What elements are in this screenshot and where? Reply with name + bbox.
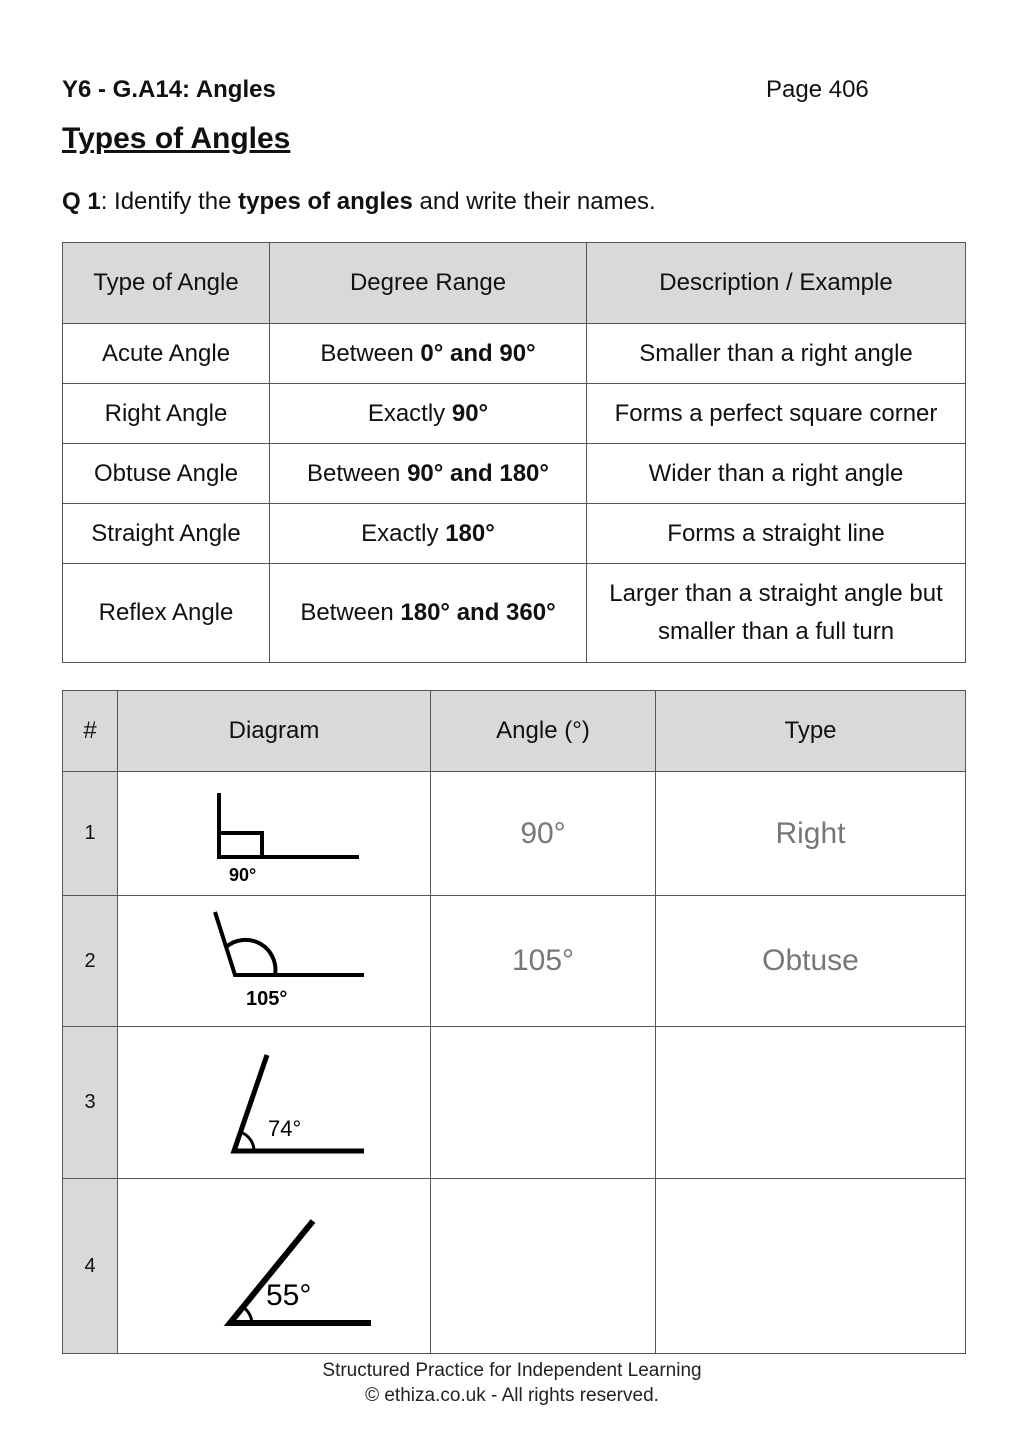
column-header: Type bbox=[656, 691, 966, 772]
angle-answer[interactable]: 105° bbox=[431, 896, 656, 1027]
column-header: Angle (°) bbox=[431, 691, 656, 772]
angle-answer[interactable] bbox=[431, 1179, 656, 1354]
diagram-angle-label: 55° bbox=[266, 1279, 312, 1312]
page-number: Page 406 bbox=[766, 76, 869, 103]
row-number: 3 bbox=[63, 1027, 118, 1179]
row-number: 2 bbox=[63, 896, 118, 1027]
angle-answer[interactable]: 90° bbox=[431, 772, 656, 896]
description-cell: Forms a straight line bbox=[587, 504, 966, 564]
diagram-cell bbox=[118, 1179, 431, 1354]
column-header: Type of Angle bbox=[63, 243, 270, 324]
description-cell: Smaller than a right angle bbox=[587, 324, 966, 384]
diagram-cell bbox=[118, 1027, 431, 1179]
table-row bbox=[63, 444, 966, 504]
angle-question-table bbox=[62, 690, 966, 1354]
table-row bbox=[63, 1179, 966, 1354]
angle-type-cell: Reflex Angle bbox=[63, 564, 270, 663]
obtuse-angle-diagram bbox=[174, 905, 374, 1017]
right-angle-diagram bbox=[174, 781, 374, 886]
degree-range-cell: Between 90° and 180° bbox=[270, 444, 587, 504]
column-header: # bbox=[63, 691, 118, 772]
table-row bbox=[63, 772, 966, 896]
degree-range-cell: Exactly 90° bbox=[270, 384, 587, 444]
table-row bbox=[63, 324, 966, 384]
angle-reference-table bbox=[62, 242, 966, 663]
table-row bbox=[63, 384, 966, 444]
table-row bbox=[63, 504, 966, 564]
table-row bbox=[63, 564, 966, 663]
degree-range-cell: Between 0° and 90° bbox=[270, 324, 587, 384]
diagram-cell bbox=[118, 772, 431, 896]
diagram-cell bbox=[118, 896, 431, 1027]
worksheet-unit-label: Y6 - G.A14: Angles bbox=[62, 76, 276, 103]
question-text-bold: types of angles bbox=[238, 188, 413, 215]
diagram-angle-label: 90° bbox=[229, 865, 257, 885]
table-row bbox=[63, 896, 966, 1027]
angle-type-cell: Acute Angle bbox=[63, 324, 270, 384]
description-cell: Wider than a right angle bbox=[587, 444, 966, 504]
angle-type-cell: Obtuse Angle bbox=[63, 444, 270, 504]
angle-answer[interactable] bbox=[431, 1027, 656, 1179]
question-prompt bbox=[62, 188, 656, 216]
diagram-angle-label: 105° bbox=[246, 988, 288, 1010]
degree-range-cell: Between 180° and 360° bbox=[270, 564, 587, 663]
angle-type-cell: Straight Angle bbox=[63, 504, 270, 564]
question-text-post: and write their names. bbox=[412, 188, 656, 215]
question-label: Q 1 bbox=[62, 188, 101, 215]
footer-tagline: Structured Practice for Independent Learning bbox=[322, 1360, 702, 1381]
description-cell: Forms a perfect square corner bbox=[587, 384, 966, 444]
degree-range-cell: Exactly 180° bbox=[270, 504, 587, 564]
angle-type-cell: Right Angle bbox=[63, 384, 270, 444]
column-header: Degree Range bbox=[270, 243, 587, 324]
description-cell: Larger than a straight angle but smaller than a full turn bbox=[587, 564, 966, 663]
table-header-row bbox=[63, 243, 966, 324]
type-answer[interactable]: Obtuse bbox=[656, 896, 966, 1027]
column-header: Diagram bbox=[118, 691, 431, 772]
acute-angle-74-diagram bbox=[174, 1043, 374, 1163]
row-number: 4 bbox=[63, 1179, 118, 1354]
type-answer[interactable] bbox=[656, 1179, 966, 1354]
diagram-angle-label: 74° bbox=[268, 1115, 302, 1141]
page-title: Types of Angles bbox=[62, 122, 291, 155]
column-header: Description / Example bbox=[587, 243, 966, 324]
type-answer[interactable]: Right bbox=[656, 772, 966, 896]
type-answer[interactable] bbox=[656, 1027, 966, 1179]
row-number: 1 bbox=[63, 772, 118, 896]
question-text-pre: : Identify the bbox=[100, 188, 239, 215]
footer-copyright: © ethiza.co.uk - All rights reserved. bbox=[365, 1385, 659, 1406]
table-header-row bbox=[63, 691, 966, 772]
table-row bbox=[63, 1027, 966, 1179]
acute-angle-55-diagram bbox=[174, 1201, 374, 1331]
